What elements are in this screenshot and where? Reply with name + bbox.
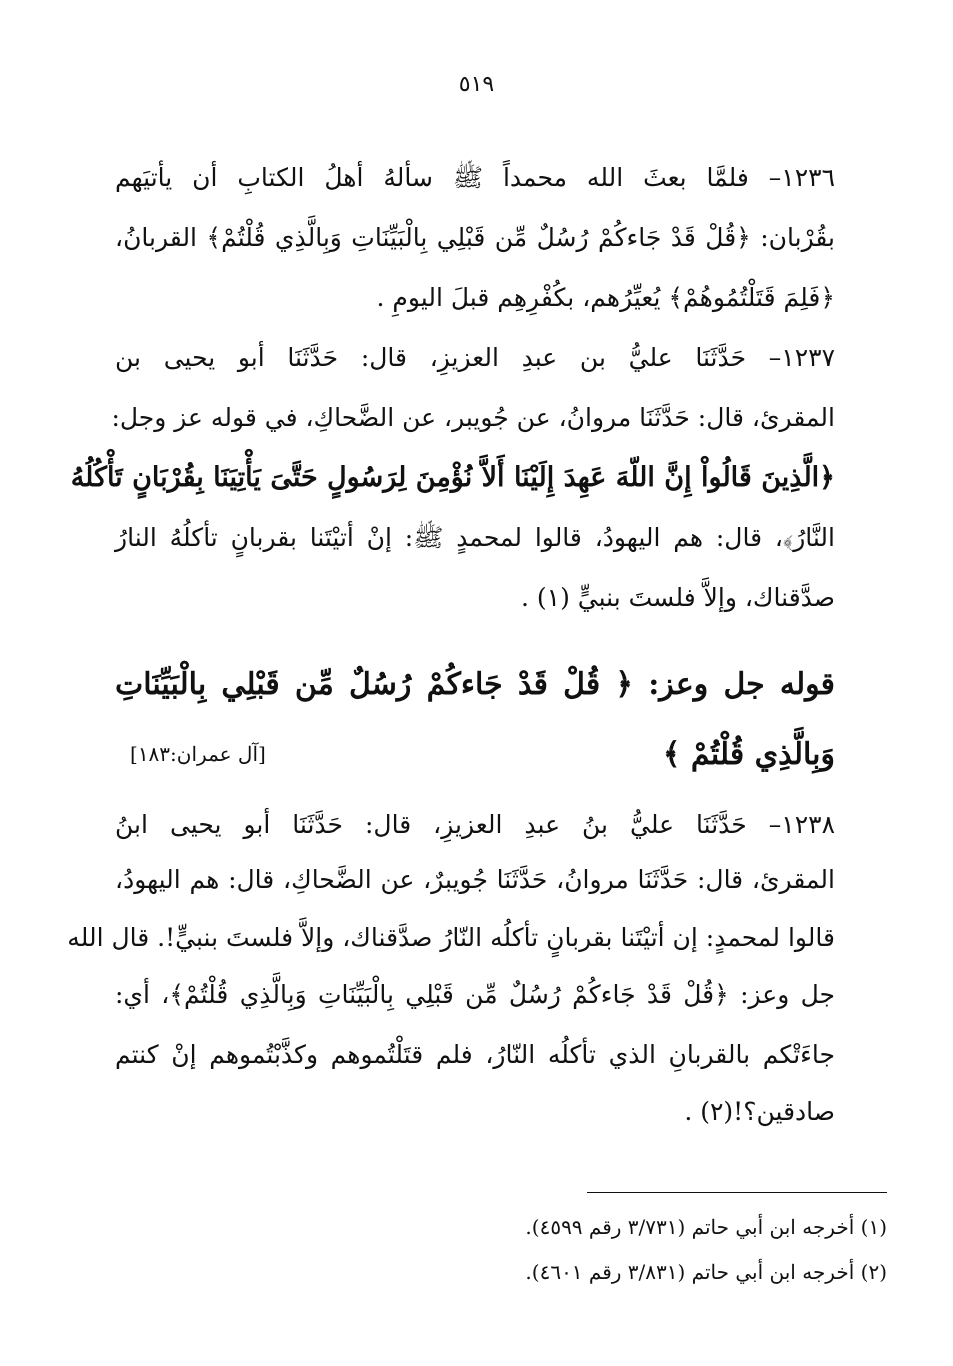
entry-1236-line-3: ﴿فَلِمَ قَتَلْتُمُوهُمْ﴾ يُعيِّرُهم، بكُفْرِهِم قبلَ اليومِ . (376, 283, 835, 312)
entry-1236-line-2: بقُرْبان: ﴿قُلْ قَدْ جَاءكُمْ رُسُلٌ مِّن قَبْلِي بِالْبَيِّنَاتِ وَبِالَّذِي قُلْتُمْ﴾ القربانُ، (115, 223, 835, 252)
entry-1238-line-6: صادقين؟!(٢) . (684, 1097, 835, 1126)
quran-reference: [آل عمران:١٨٣] (130, 742, 266, 766)
section-heading-line-1: قوله جل وعز: ﴿ قُلْ قَدْ جَاءكُمْ رُسُلٌ مِّن قَبْلِي بِالْبَيِّنَاتِ (115, 667, 835, 702)
entry-1237-line-2: المقرئ، قال: حَدَّثَنَا مروانُ، عن جُويبر، عن الضَّحاكِ، في قوله عز وجل: (111, 403, 835, 432)
footnote-separator (587, 1192, 887, 1193)
entry-1238-line-2: المقرئ، قال: حَدَّثَنَا مروانُ، حَدَّثَنَا جُويبرٌ، عن الضَّحاكِ، قال: هم اليهودُ، (115, 865, 835, 894)
entry-1237-line-3: ﴿الَّذِينَ قَالُواْ إِنَّ اللّهَ عَهِدَ إِلَيْنَا أَلاَّ نُؤْمِنَ لِرَسُولٍ حَتَّىَ يَأْتِيَنَا بِقُرْبَانٍ تَأْكُلُهُ (70, 462, 835, 493)
footnote-2: (٢) أخرجه ابن أبي حاتم (٣/٨٣١ رقم ٤٦٠١). (525, 1260, 887, 1284)
page-number: ٥١٩ (458, 72, 495, 97)
entry-1238-line-3: قالوا لمحمدٍ: إن أتيْتَنا بقربانٍ تأكلُه النّارُ صدَّقناك، وإلاَّ فلستَ بنبيٍّ!. قال الله (67, 923, 835, 952)
footnote-1: (١) أخرجه ابن أبي حاتم (٣/٧٣١ رقم ٤٥٩٩). (525, 1215, 887, 1239)
entry-1238-line-5: جاءَتْكم بالقربانِ الذي تأكلُه النّارُ، فلم قتَلْتُموهم وكذَّبْتُموهم إنْ كنتم (115, 1040, 835, 1069)
entry-1237-line-1: ١٢٣٧– حَدَّثَنَا عليُّ بن عبدِ العزيزِ، قال: حَدَّثَنَا أبو يحيى بن (115, 343, 835, 372)
entry-1238-line-4: جل وعز: ﴿قُلْ قَدْ جَاءكُمْ رُسُلٌ مِّن قَبْلِي بِالْبَيِّنَاتِ وَبِالَّذِي قُلْتُمْ﴾، أي: (115, 980, 835, 1009)
entry-1237-line-5: صدَّقناك، وإلاَّ فلستَ بنبيٍّ (١) . (520, 583, 835, 612)
entry-1238-line-1: ١٢٣٨– حَدَّثَنَا عليُّ بنُ عبدِ العزيزِ، قال: حَدَّثَنَا أبو يحيى ابنُ (115, 810, 835, 839)
section-heading-line-2: وَبِالَّذِي قُلْتُمْ ﴾ (662, 737, 835, 772)
entry-1237-line-4: النَّارُ﴾، قال: هم اليهودُ، قالوا لمحمدٍ ﷺ: إنْ أتيْتَنا بقربانٍ تأكلُهُ النارُ (115, 523, 835, 552)
entry-1236-line-1: ١٢٣٦– فلمَّا بعثَ الله محمداً ﷺ سألهُ أهلُ الكتابِ أن يأتيَهم (115, 163, 835, 192)
